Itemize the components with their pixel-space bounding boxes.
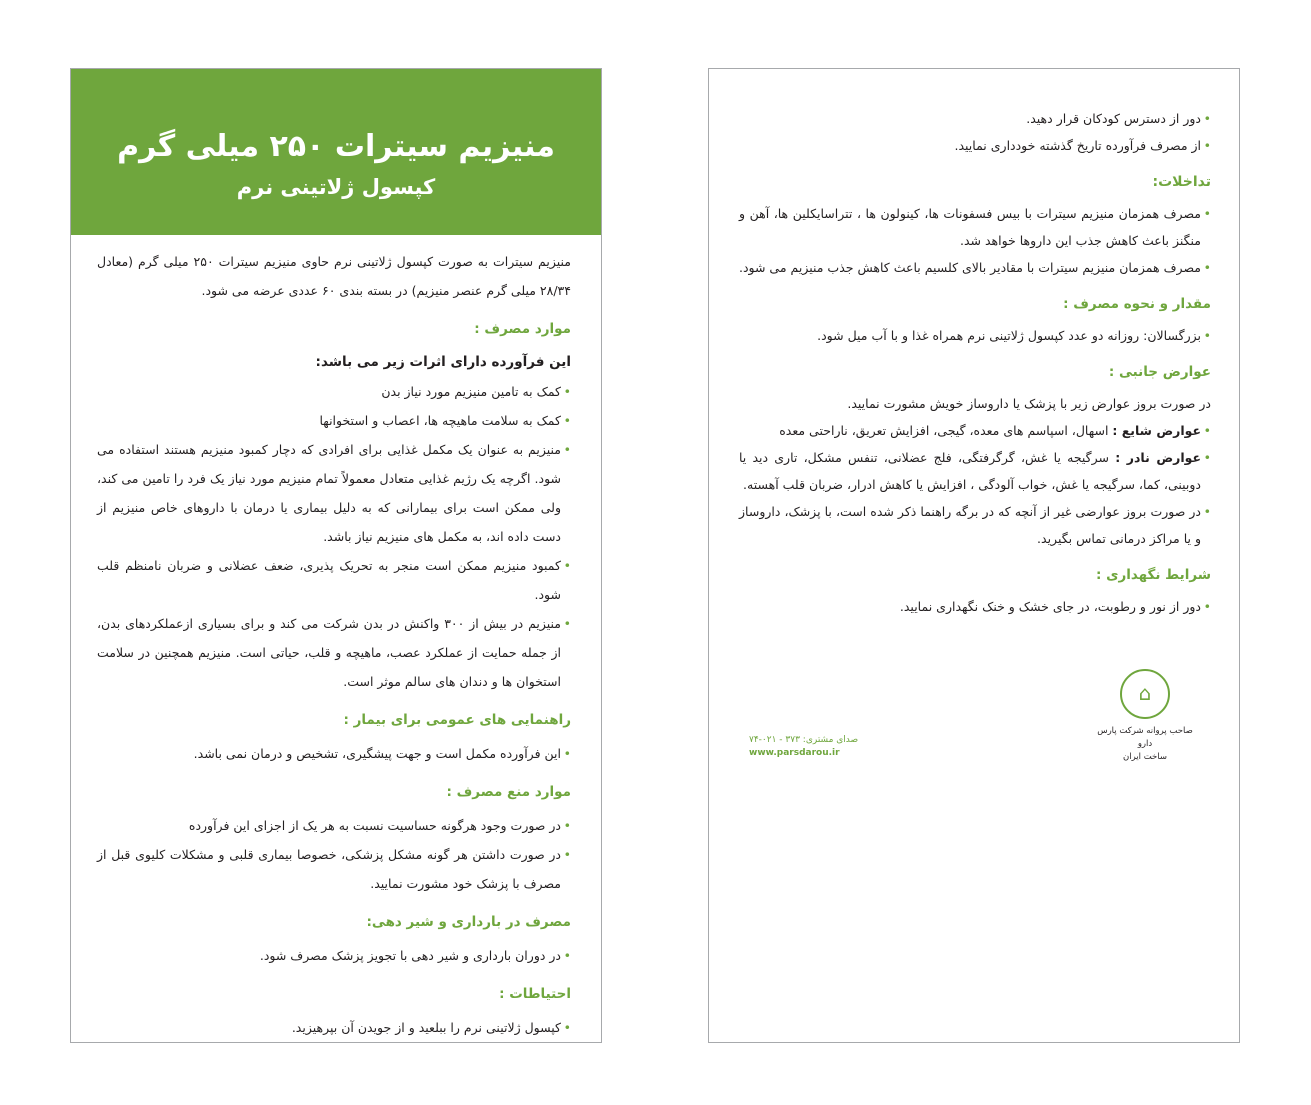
list-item: • در صورت بروز عوارضی غیر از آنچه که در برگه راهنما ذکر شده است، با پزشک، داروساز و یا مراکز درمانی تماس بگیرید. <box>739 498 1211 552</box>
title-banner <box>71 69 601 235</box>
rare-label: عوارض نادر : <box>1115 450 1202 465</box>
contraindications-heading: موارد منع مصرف : <box>446 784 571 800</box>
company-logo-icon: ⌂ <box>1120 669 1170 719</box>
manufacturer-block <box>1089 669 1201 764</box>
license-holder: صاحب پروانه شرکت پارس دارو <box>1097 726 1193 749</box>
list-item: • در صورت داشتن هر گونه مشکل پزشکی، خصوصا بیماری قلبی و مشکلات کلیوی قبل از مصرف با پزشک خود مشورت نمایید. <box>97 840 571 898</box>
customer-phone: صدای مشتری: ۳۷۳ - ۰۲۱-۷۴ <box>749 735 859 745</box>
list-item: • از مصرف فرآورده تاریخ گذشته خودداری نمایید. <box>739 132 1211 159</box>
warnings-list <box>739 105 1211 159</box>
interactions-list <box>739 200 1211 281</box>
list-item: • مصرف همزمان منیزیم سیترات با مقادیر بالای کلسیم باعث کاهش جذب منیزیم می شود. <box>739 254 1211 281</box>
list-item: • منیزیم در بیش از ۳۰۰ واکنش در بدن شرکت می کند و برای بسیاری ازعملکردهای بدن، از جمله حمایت از عملکرد عصب، ماهیچه و قلب، حیاتی است. منیزیم همچنین در سلامت استخوان ها و دندان های سالم موثر است. <box>97 609 571 696</box>
contact-block <box>749 734 869 760</box>
list-item: • این فرآورده مکمل است و جهت پیشگیری، تشخیص و درمان نمی باشد. <box>97 739 571 768</box>
pregnancy-list <box>97 941 571 970</box>
list-item: • کمبود منیزیم ممکن است منجر به تحریک پذیری، ضعف عضلانی و ضربان نامنظم قلب شود. <box>97 551 571 609</box>
storage-list <box>739 593 1211 620</box>
product-title: منیزیم سیترات ۲۵۰ میلی گرم <box>117 129 555 164</box>
common-label: عوارض شایع : <box>1112 423 1201 438</box>
guide-list <box>97 739 571 768</box>
list-item: • کمک به سلامت ماهیچه ها، اعصاب و استخوانها <box>97 406 571 435</box>
list-item: • بزرگسالان: روزانه دو عدد کپسول ژلاتینی نرم همراه غذا و با آب میل شود. <box>739 322 1211 349</box>
list-item: • دور از نور و رطوبت، در جای خشک و خنک نگهداری نمایید. <box>739 593 1211 620</box>
right-leaflet-page <box>708 68 1240 1043</box>
list-item: • کمک به تامین منیزیم مورد نیاز بدن <box>97 377 571 406</box>
pregnancy-heading: مصرف در بارداری و شیر دهی: <box>366 914 571 930</box>
uses-lead: این فرآورده دارای اثرات زیر می باشد: <box>315 354 571 370</box>
list-item: • در صورت وجود هرگونه حساسیت نسبت به هر یک از اجزای این فرآورده <box>97 811 571 840</box>
right-content <box>739 105 1211 620</box>
left-content <box>97 247 571 1042</box>
side-effects-heading: عوارض جانبی : <box>1108 364 1211 380</box>
storage-heading: شرایط نگهداری : <box>1095 567 1211 583</box>
cautions-list <box>97 1013 571 1042</box>
made-in: ساخت ایران <box>1122 752 1168 762</box>
guide-heading: راهنمایی های عمومی برای بیمار : <box>343 712 571 728</box>
list-item: • مصرف همزمان منیزیم سیترات با بیس فسفونات ها، کینولون ها ، تتراسایکلین ها، آهن و منگنز باعث کاهش جذب این داروها خواهد شد. <box>739 200 1211 254</box>
list-item: • کپسول ژلاتینی نرم را ببلعید و از جویدن آن بپرهیزید. <box>97 1013 571 1042</box>
uses-list <box>97 377 571 696</box>
cautions-heading: احتیاطات : <box>499 986 571 1002</box>
website-link[interactable]: www.parsdarou.ir <box>749 748 840 758</box>
left-leaflet-page <box>70 68 602 1043</box>
uses-heading: موارد مصرف : <box>474 321 571 337</box>
list-item <box>739 444 1211 498</box>
dosage-heading: مقدار و نحوه مصرف : <box>1063 296 1211 312</box>
rare-text: سرگیجه یا غش، گرگرفتگی، فلج عضلانی، تنفس مشکل، تاری دید یا دوبینی، کما، سرگیجه یا غش، خواب آلودگی ، افزایش یا کاهش ادرار، ضربان قلب آهسته. <box>739 450 1201 492</box>
intro-paragraph: منیزیم سیترات به صورت کپسول ژلاتینی نرم حاوی منیزیم سیترات ۲۵۰ میلی گرم (معادل ۲۸/۳۴ میلی گرم عنصر منیزیم) در بسته بندی ۶۰ عددی عرضه می شود. <box>97 254 571 298</box>
list-item: • دور از دسترس کودکان قرار دهید. <box>739 105 1211 132</box>
list-item: • در دوران بارداری و شیر دهی با تجویز پزشک مصرف شود. <box>97 941 571 970</box>
product-subtitle: کپسول ژلاتینی نرم <box>236 175 436 199</box>
side-effects-list <box>739 417 1211 552</box>
side-effects-intro: در صورت بروز عوارض زیر با پزشک یا داروساز خویش مشورت نمایید. <box>847 396 1211 411</box>
contraindications-list <box>97 811 571 898</box>
list-item <box>739 417 1211 444</box>
interactions-heading: تداخلات: <box>1152 174 1211 190</box>
list-item: • منیزیم به عنوان یک مکمل غذایی برای افرادی که دچار کمبود منیزیم هستند استفاده می شود. اگرچه یک رژیم غذایی متعادل معمولاً تمام منیزیم مورد نیاز یک فرد را تامین می کند، ولی ممکن است برای بیمارانی که به دلیل بیماری یا درمان با داروهای خاص منیزیم از دست داده اند، به مکمل های منیزیم نیاز باشد. <box>97 435 571 551</box>
common-text: اسهال، اسپاسم های معده، گیجی، افزایش تعریق، ناراحتی معده <box>779 423 1109 438</box>
dosage-list <box>739 322 1211 349</box>
